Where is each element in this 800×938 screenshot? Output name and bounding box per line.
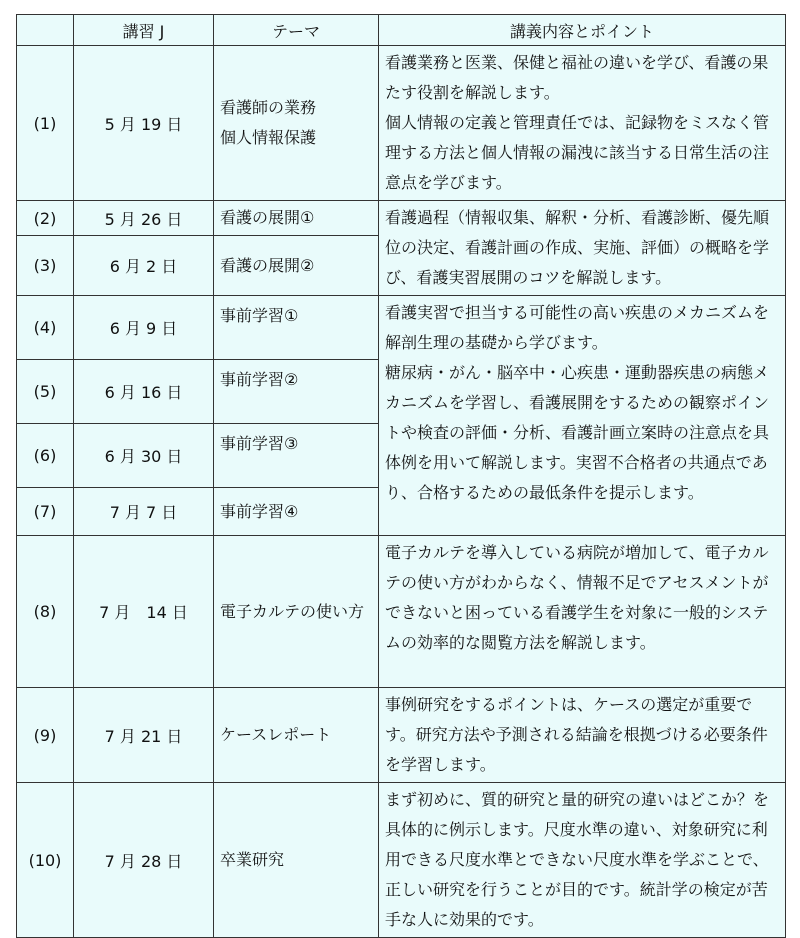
row-date: 6 月 2 日 (74, 236, 214, 296)
row-date: 5 月 26 日 (74, 201, 214, 236)
content-paragraph: 看護過程（情報収集、解釈・分析、看護診断、優先順位の決定、看護計画の作成、実施、評価）の概略を学び、看護実習展開のコツを解説します。 (385, 208, 770, 287)
row-number: (9) (17, 688, 74, 783)
row-number: (3) (17, 236, 74, 296)
header-content: 講義内容とポイント (379, 15, 786, 46)
content-paragraph: まず初めに、質的研究と量的研究の違いはどこか？を具体的に例示します。尺度水準の違い、対象研究に利用できる尺度水準とできない尺度水準を学ぶことで、正しい研究を行うことが目的です。統計学の検定が苦手な人に効果的です。 (385, 790, 770, 929)
content-paragraph: 事例研究をするポイントは、ケースの選定が重要です。研究方法や予測される結論を根拠づける必要条件を学習します。 (385, 695, 768, 774)
row-date: 5 月 19 日 (74, 46, 214, 201)
row-theme: 看護の展開② (214, 236, 379, 296)
row-number: (2) (17, 201, 74, 236)
row-theme: ケースレポート (214, 688, 379, 783)
table-header-row (17, 15, 786, 46)
row-theme: 卒業研究 (214, 783, 379, 938)
row-theme: 看護師の業務 個人情報保護 (214, 46, 379, 201)
row-date: 7 月 7 日 (74, 488, 214, 536)
row-date: 7 月 14 日 (74, 536, 214, 688)
content-paragraph: 糖尿病・がん・脳卒中・心疾患・運動器疾患の病態メカニズムを学習し、看護展開をするための観察ポイントや検査の評価・分析、看護計画立案時の注意点を具体例を用いて解説します。実習不合格者の共通点であり、合格するための最低条件を提示します。 (385, 363, 770, 502)
row-number: (10) (17, 783, 74, 938)
row-theme: 事前学習③ (214, 424, 379, 488)
row-content (379, 536, 786, 688)
content-paragraph: 個人情報の定義と管理責任では、記録物をミスなく管理する方法と個人情報の漏洩に該当する日常生活の注意点を学びます。 (385, 113, 770, 192)
row-content (379, 46, 786, 201)
row-content (379, 201, 786, 296)
row-content (379, 783, 786, 938)
row-number: (8) (17, 536, 74, 688)
row-theme: 看護の展開① (214, 201, 379, 236)
header-number (17, 15, 74, 46)
table-row (17, 783, 786, 938)
row-date: 6 月 30 日 (74, 424, 214, 488)
row-number: (4) (17, 296, 74, 360)
table-row (17, 536, 786, 688)
row-number: (6) (17, 424, 74, 488)
table-row (17, 201, 786, 236)
row-number: (5) (17, 360, 74, 424)
row-number: (7) (17, 488, 74, 536)
row-date: 7 月 21 日 (74, 688, 214, 783)
row-date: 6 月 16 日 (74, 360, 214, 424)
row-number: (1) (17, 46, 74, 201)
content-paragraph: 看護業務と医業、保健と福祉の違いを学び、看護の果たす役割を解説します。 (385, 53, 769, 102)
row-date: 6 月 9 日 (74, 296, 214, 360)
row-theme: 事前学習① (214, 296, 379, 360)
row-theme: 事前学習④ (214, 488, 379, 536)
table-row (17, 46, 786, 201)
row-content (379, 296, 786, 536)
header-date: 講習 J (74, 15, 214, 46)
row-theme: 事前学習② (214, 360, 379, 424)
table-row (17, 296, 786, 360)
header-theme: テーマ (214, 15, 379, 46)
row-content (379, 688, 786, 783)
lecture-schedule-table (16, 14, 786, 938)
row-theme: 電子カルテの使い方 (214, 536, 379, 688)
content-paragraph: 電子カルテを導入している病院が増加して、電子カルテの使い方がわからなく、情報不足でアセスメントができないと困っている看護学生を対象に一般的システムの効率的な閲覧方法を解説します。 (385, 543, 769, 652)
content-paragraph: 看護実習で担当する可能性の高い疾患のメカニズムを解剖生理の基礎から学びます。 (385, 303, 770, 352)
table-row (17, 688, 786, 783)
row-date: 7 月 28 日 (74, 783, 214, 938)
